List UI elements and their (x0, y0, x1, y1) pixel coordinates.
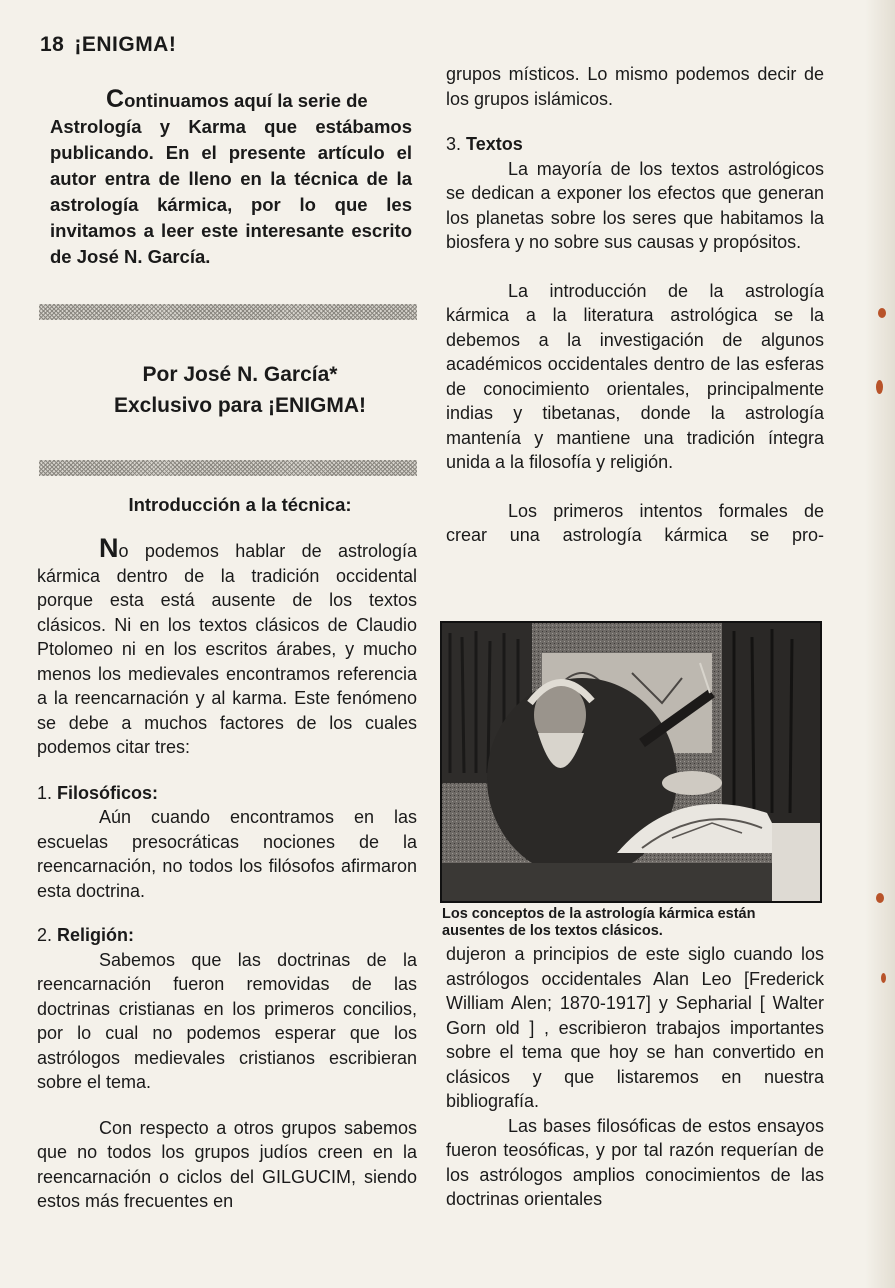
paper-fleck (876, 380, 883, 394)
intro-first-line: ontinuamos aquí la serie de (124, 90, 368, 111)
photo-caption: Los conceptos de la astrología kármica están ausentes de los textos clásicos. (442, 906, 756, 939)
intro-drop-cap: C (106, 85, 125, 113)
intro-text: Astrología y Karma que estábamos publicando. En el presente artículo el autor entra de lleno en la técnica de la astrología kármica, por lo que les invitamos a leer este interesante escrito de José N. García. (50, 116, 412, 267)
right-column-continued (446, 942, 824, 1212)
section-title: Introducción a la técnica: (128, 494, 352, 515)
page-edge-shadow (865, 0, 895, 1288)
paragraph: grupos místicos. Lo mismo podemos decir de los grupos islámicos. (446, 64, 824, 109)
paper-fleck (876, 893, 884, 903)
paragraph: Con respecto a otros grupos sabemos que no todos los grupos judíos creen en la reencarnación o ciclos del GILGUCIM, siendo estos más frecuentes en (37, 1117, 417, 1211)
section-divider (39, 304, 417, 320)
article-intro (50, 86, 412, 270)
astrologer-illustration (442, 623, 820, 901)
exclusive-line: Exclusivo para ¡ENIGMA! (113, 394, 367, 417)
drop-cap: N (99, 533, 119, 563)
paper-fleck (881, 973, 886, 983)
article-photo (440, 621, 822, 903)
page-number: 18 (40, 33, 65, 56)
paragraph (37, 533, 417, 760)
magazine-title: ¡ENIGMA! (74, 33, 177, 56)
subheading-title: Textos (466, 134, 523, 154)
paragraph: Aún cuando encontramos en las escuelas presocráticas nociones de la reencarnación, no todos los filósofos afirmaron esta doctrina. (37, 807, 417, 901)
paper-fleck (878, 308, 886, 318)
subheading-number: 1. (37, 782, 53, 803)
subheading-title: Filosóficos: (57, 782, 159, 803)
author-line: Por José N. García* (142, 363, 338, 386)
subheading (37, 781, 417, 806)
section-divider (39, 460, 417, 476)
paragraph: Los primeros intentos formales de crear una astrología kármica se pro- (446, 500, 824, 545)
page-header (40, 33, 176, 57)
right-column (446, 62, 824, 548)
paragraph: La introducción de la astrología kármica a la literatura astrológica se la debemos a la investigación de algunos académicos occidentales dentro de las esferas de conocimiento orientales, principalmente indias y tibetanas, donde la astrología mantenía y mantiene una tradición íntegra unida a la filosofía y religión. (446, 280, 824, 472)
paragraph: Las bases filosóficas de estos ensayos fueron teosóficas, y por tal razón requerían de los astrólogos amplios conocimientos de las doctrinas orientales (446, 1115, 824, 1209)
subheading (37, 923, 417, 948)
subheading-number: 3. (446, 134, 462, 154)
paragraph-text: o podemos hablar de astrología kármica dentro de la tradición occidental porque esta está ausente de los textos clásicos. Ni en los textos clásicos de Claudio Ptolomeo ni en los escritos árabes, y mucho menos los medievales encontramos referencia a la reencarnación y al karma. Este fenómeno se debe a muchos factores de los cuales podemos citar tres: (37, 541, 417, 757)
subheading (446, 132, 824, 157)
paragraph: Sabemos que las doctrinas de la reencarnación fueron removidas de las doctrinas cristianas en los primeros concilios, por lo cual no podemos esperar que los astrólogos medievales cristianos escribieran sobre el tema. (37, 949, 417, 1092)
byline (50, 359, 430, 421)
paragraph: dujeron a principios de este siglo cuando los astrólogos occidentales Alan Leo [Frederick William Alen; 1870-1917] y Sepharial [ Walter Gorn old ] , escribieron trabajos importantes sobre el tema que hoy se han convertido en clásicos y que listaremos en nuestra bibliografía. (446, 944, 824, 1111)
subheading-number: 2. (37, 925, 53, 945)
left-column (37, 86, 417, 1214)
paragraph: La mayoría de los textos astrológicos se dedican a exponer los efectos que generan los planetas sobre los seres que habitamos la biosfera y no sobre sus causas y propósitos. (446, 158, 824, 252)
subheading-title: Religión: (57, 925, 135, 945)
